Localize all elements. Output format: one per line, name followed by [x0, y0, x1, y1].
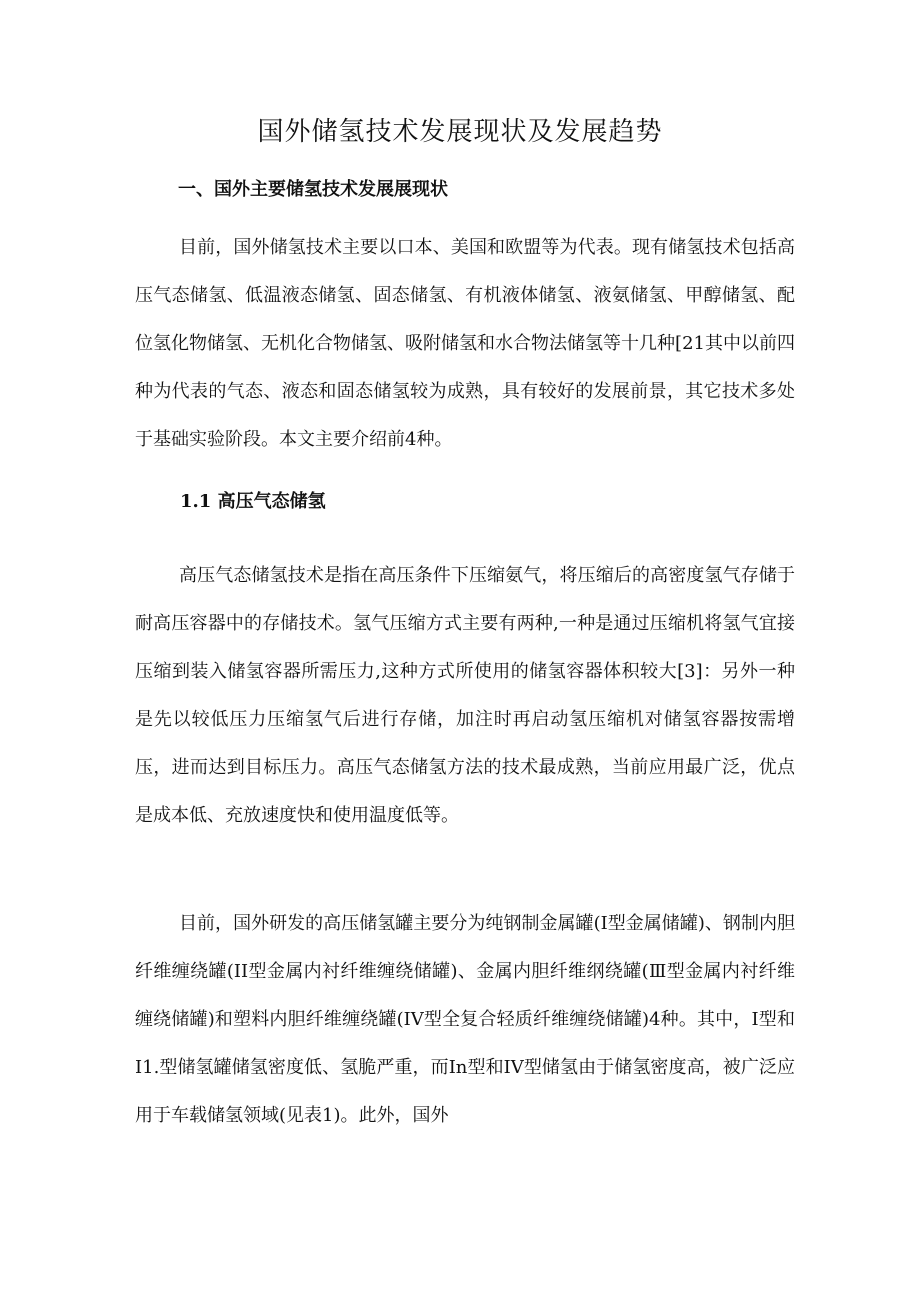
paragraph-intro: 目前，国外储氢技术主要以口本、美国和欧盟等为代表。现有储氢技术包括高压气态储氢、低温液态储氢、固态储氢、有机液体储氢、液氨储氢、甲醇储氢、配位氢化物储氢、无机化合物储氢、吸附储氢和水合物法储氢等十几种[21其中以前四种为代表的气态、液态和固态储氢较为成熟，具有较好的发展前景，其它技术多处于基础实验阶段。本文主要介绍前4种。 — [135, 237, 795, 450]
subsection-heading: 1.1 高压气态储氢 — [180, 491, 326, 512]
document-title: 国外储氢技术发展现状及发展趋势 — [257, 117, 663, 147]
paragraph-high-pressure: 高压气态储氢技术是指在高压条件下压缩氨气，将压缩后的高密度氢气存储于耐高压容器中的存储技术。氢气压缩方式主要有两种,一种是通过压缩机将氢气宜接压缩到装入储氢容器所需压力,这种方式所使用的储氢容器体积较大[3]：另外一种是先以较低压力压缩氢气后进行存储，加注时再启动氢压缩机对储氢容器按需增压，进而达到目标压力。高压气态储氢方法的技术最成熟，当前应用最广泛，优点是成本低、充放速度快和使用温度低等。 — [135, 565, 795, 826]
paragraph-tanks: 目前，国外研发的高压储氢罐主要分为纯钢制金属罐(I型金属储罐)、钢制内胆纤维缠绕罐(II型金属内衬纤维缠绕储罐)、金属内胆纤维纲绕罐(Ⅲ型金属内衬纤维缠绕储罐)和塑料内胆纤维缠绕罐(IV型全复合轻质纤维缠绕储罐)4种。其中，I型和I1.型储氢罐储氢密度低、氢脆严重，而In型和IV型储氢由于储氢密度高，被广泛应用于车载储氢领域(见表1)。此外，国外 — [135, 913, 795, 1126]
section-heading: 一、国外主要储氢技术发展展现状 — [178, 179, 448, 200]
